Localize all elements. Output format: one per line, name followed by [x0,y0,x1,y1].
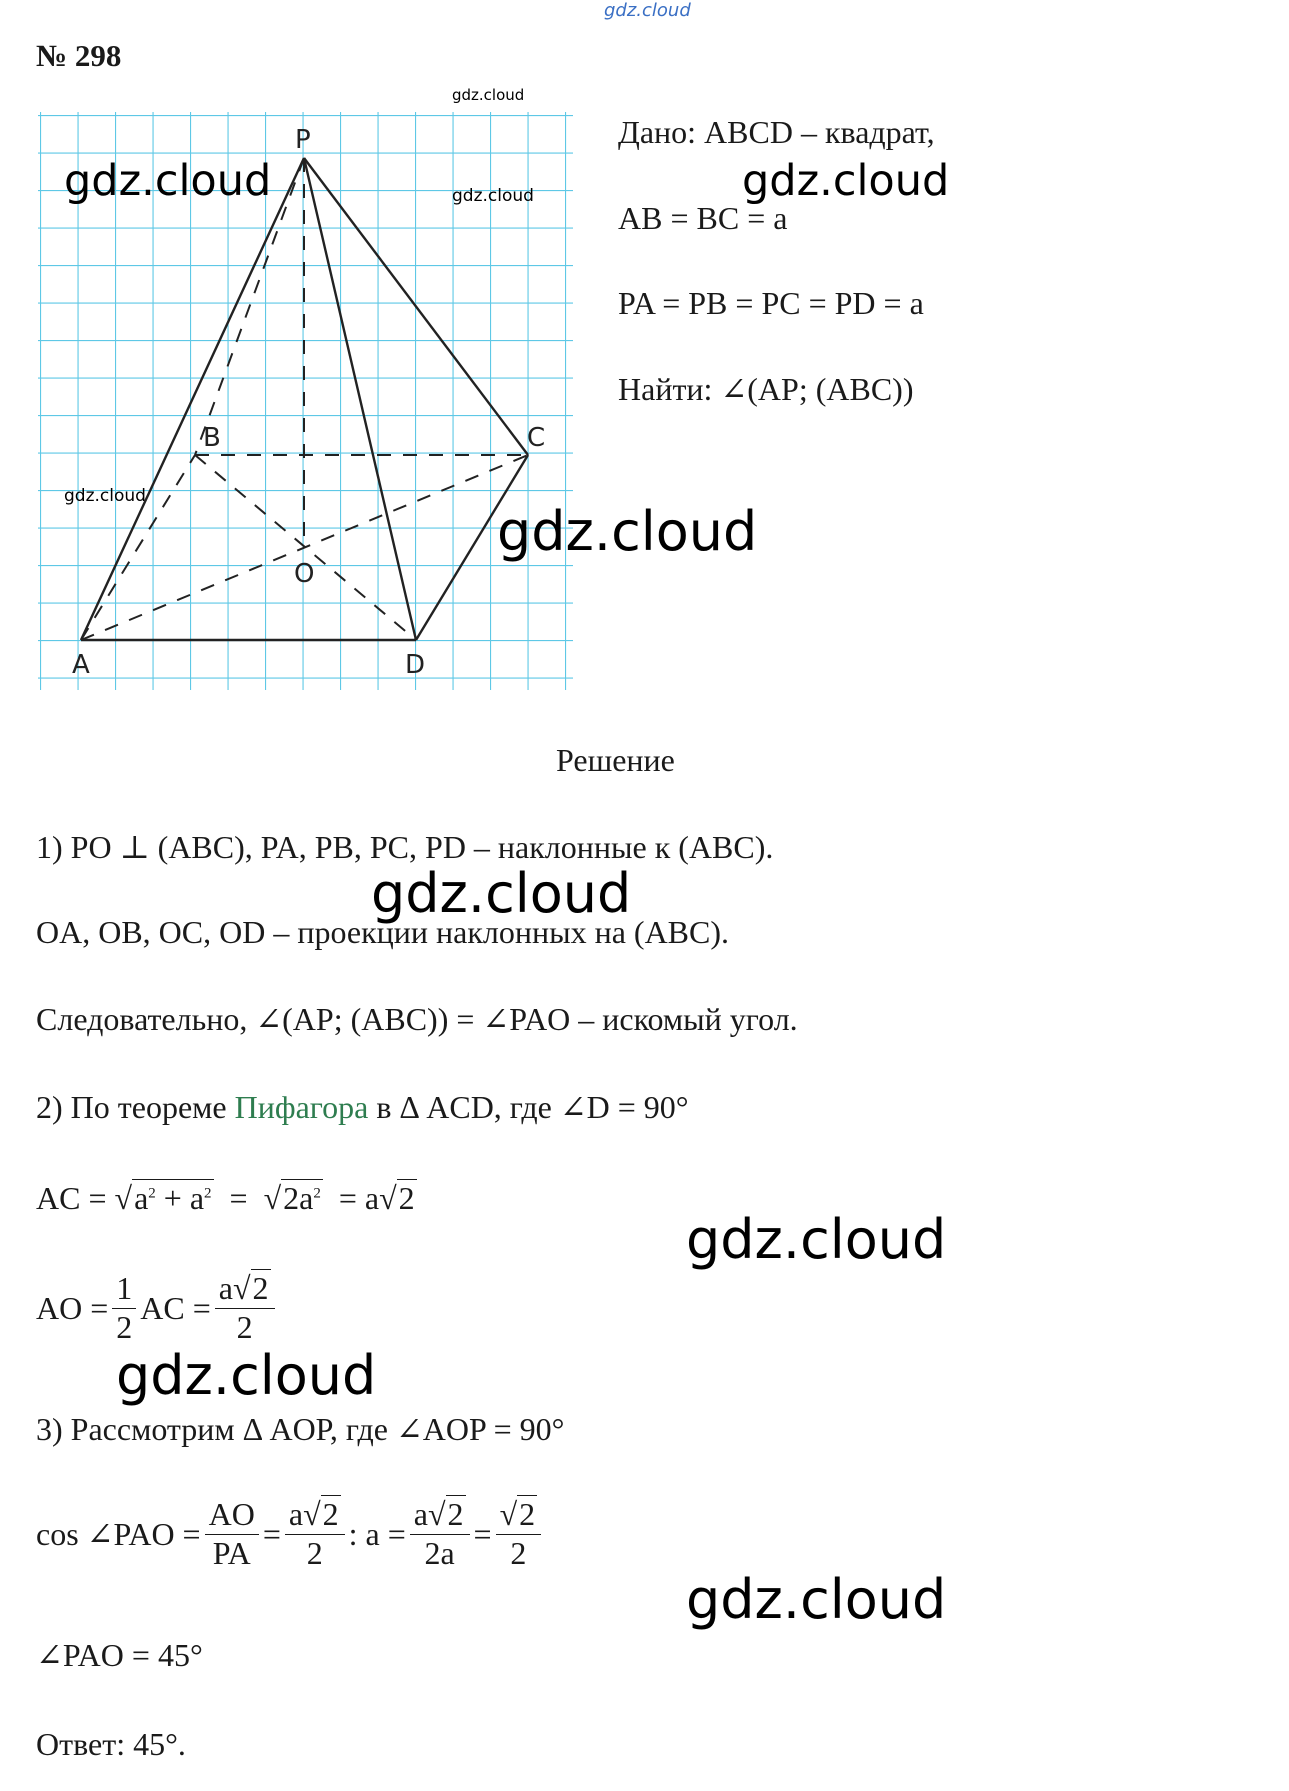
formula-ac [36,1180,417,1217]
cos-eq1: = [262,1515,281,1552]
solution-heading: Решение [556,742,675,778]
sqrt-a2-plus-a2: $√a^2 + a^2$ [114,1180,212,1216]
step-1c: Следовательно, ∠(AP; (ABC)) = ∠PAO – искомый угол. [36,1001,798,1037]
ac-exp2: 2 [204,1185,212,1202]
fraction-a-root2-over-2a: $\frac{a√2}{2a}$ [410,1498,470,1570]
step-2 [36,1088,689,1126]
watermark-grid-left-small: gdz.cloud [64,486,146,506]
angle-result: ∠PAO = 45° [36,1637,203,1673]
watermark-grid-right: gdz.cloud [452,186,534,206]
ac-a1: a [134,1180,149,1216]
label-o: O [294,559,315,589]
cos-lhs: cos ∠PAO = [36,1516,201,1553]
formula-cos [36,1498,545,1570]
sqrt-2a2: $√2a^2$ [263,1180,321,1216]
ac-plus: + a [155,1180,205,1216]
watermark-lower-right-1: gdz.cloud [686,1208,947,1271]
fraction-a-root2-over-2: $\frac{a√2}{2}$ [215,1272,275,1344]
watermark-top: gdz.cloud [604,0,691,21]
watermark-grid-top: gdz.cloud [452,86,525,104]
fraction-one-half: $\frac{1}{2}$ [112,1272,136,1344]
label-b: B [203,423,221,453]
fraction-a-root2-over-2-b: $\frac{a√2}{2}$ [285,1498,345,1570]
step-2-suffix: в Δ ACD, где ∠D = 90° [368,1089,689,1125]
ao-lhs: AO = [36,1289,109,1326]
cos-div: : a = [348,1515,406,1552]
pyramid-diagram [0,0,600,720]
ac-mid: 2a [283,1180,314,1216]
ac-eq2: = a [338,1180,380,1216]
watermark-grid-left-big: gdz.cloud [64,156,272,206]
given-line-1: Дано: ABCD – квадрат, [618,114,935,150]
ac-exp3: 2 [313,1185,321,1202]
sqrt-2: √2 [379,1180,415,1216]
step-3: 3) Рассмотрим Δ AOP, где ∠AOP = 90° [36,1411,565,1447]
formula-ao [36,1272,279,1344]
problem-number: № 298 [36,38,122,73]
ac-lhs: AC = [36,1180,107,1216]
ao-ac: AC = [140,1289,211,1326]
watermark-solution: gdz.cloud [371,862,632,925]
ac-eq1: = [229,1180,248,1216]
ac-exp1: 2 [148,1185,156,1202]
answer: Ответ: 45°. [36,1726,186,1762]
fraction-root2-over-2: $\frac{√2}{2}$ [496,1498,542,1570]
watermark-lower-left: gdz.cloud [116,1344,377,1407]
fraction-ao-over-pa: $\frac{AO}{PA}$ [205,1498,259,1570]
watermark-mid: gdz.cloud [497,500,758,563]
step-2-theorem-name: Пифагора [234,1089,369,1125]
label-c: C [527,423,546,453]
label-d: D [405,650,426,680]
step-1b: OA, OB, OC, OD – проекции наклонных на (ABC). [36,914,730,950]
step-2-prefix: 2) По теореме [36,1089,235,1125]
watermark-lower-right-2: gdz.cloud [686,1568,947,1631]
given-line-2: AB = BC = a [618,200,788,236]
cos-eq2: = [473,1515,492,1552]
given-line-4: Найти: ∠(AP; (ABC)) [618,371,914,407]
step-1: 1) PO ⊥ (ABC), PA, PB, PC, PD – наклонные к (ABC). [36,829,774,865]
watermark-given: gdz.cloud [742,156,950,206]
label-a: A [72,650,90,680]
label-p: P [295,125,311,155]
given-line-3: PA = PB = PC = PD = a [618,285,924,321]
